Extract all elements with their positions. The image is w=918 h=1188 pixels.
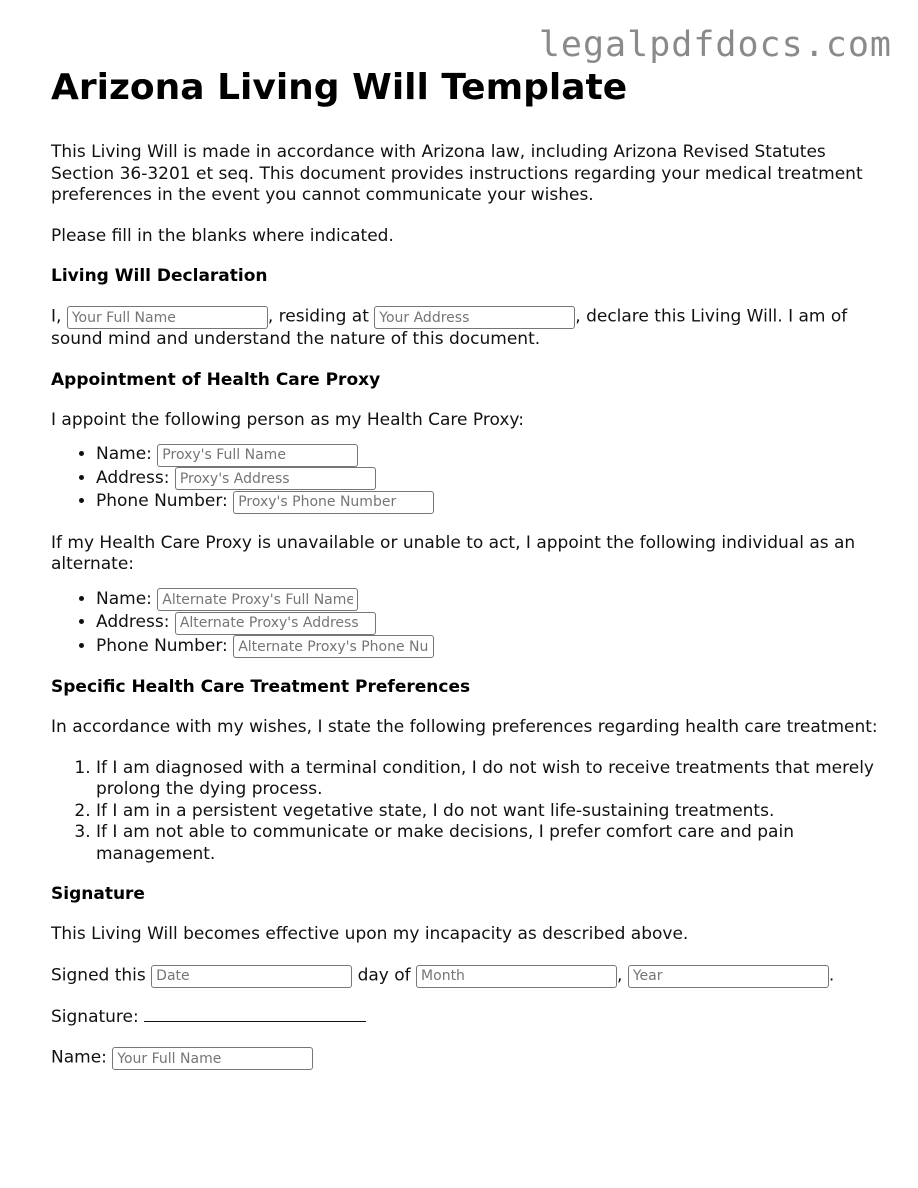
alternate-phone-item: [96, 635, 881, 659]
signer-name-row: [51, 1047, 881, 1070]
signature-line-row: [51, 1007, 881, 1029]
proxy-intro: I appoint the following person as my Health Care Proxy:: [51, 409, 524, 430]
proxy-address-label: Address:: [96, 467, 170, 488]
proxy-address-field[interactable]: [175, 467, 376, 490]
alternate-name-field[interactable]: [157, 588, 358, 611]
preference-item: 3. If I am not able to communicate or make decisions, I prefer comfort care and pain management.: [96, 822, 881, 865]
alternate-list: [51, 588, 881, 659]
proxy-phone-field[interactable]: [233, 491, 434, 514]
declaration-text-i: I,: [51, 306, 62, 327]
preferences-intro: In accordance with my wishes, I state the following preferences regarding health care treatment:: [51, 717, 878, 737]
day-of-label: day of: [357, 965, 411, 985]
alternate-address-field[interactable]: [175, 612, 376, 635]
signed-this-label: Signed this: [51, 965, 146, 985]
alternate-phone-label: Phone Number:: [96, 635, 228, 656]
date-period: .: [828, 965, 835, 985]
signed-month-field[interactable]: [416, 965, 617, 988]
alternate-address-label: Address:: [96, 612, 170, 632]
declaration-paragraph: [51, 306, 881, 351]
signature-line[interactable]: [144, 1007, 366, 1022]
page-title: Arizona Living Will Template: [51, 67, 628, 108]
effective-statement: This Living Will becomes effective upon my incapacity as described above.: [51, 924, 689, 944]
signer-name-label: Name:: [51, 1047, 107, 1068]
proxy-phone-item: [96, 490, 881, 514]
proxy-name-item: [96, 443, 881, 467]
alternate-phone-field[interactable]: [233, 635, 434, 658]
preference-item: 2. If I am in a persistent vegetative state, I do not want life-sustaining treatments.: [96, 801, 881, 823]
preference-item: 1. If I am diagnosed with a terminal condition, I do not wish to receive treatments that merely prolong the dying process.: [96, 758, 881, 801]
proxy-address-item: [96, 467, 881, 491]
alternate-name-label: Name:: [96, 588, 152, 609]
declaration-text-declare: , declare this Living Will. I am of sound mind and understand the nature of this document.: [51, 306, 848, 349]
declaration-heading: Living Will Declaration: [51, 266, 268, 286]
signature-heading: Signature: [51, 884, 145, 904]
preferences-list: [51, 758, 881, 866]
proxy-heading: Appointment of Health Care Proxy: [51, 369, 381, 390]
signature-label: Signature:: [51, 1006, 139, 1027]
signed-date-line: [51, 965, 881, 988]
declaration-text-residing: , residing at: [267, 306, 369, 327]
signer-name-field[interactable]: [112, 1047, 313, 1070]
preferences-heading: Specific Health Care Treatment Preferences: [51, 677, 471, 697]
declarant-name-field[interactable]: [67, 306, 268, 329]
alternate-name-item: [96, 588, 881, 612]
watermark: legalpdfdocs.com: [538, 25, 892, 65]
date-comma: ,: [617, 965, 623, 985]
instruction-paragraph: Please fill in the blanks where indicated.: [51, 225, 394, 246]
signed-year-field[interactable]: [628, 965, 829, 988]
alternate-address-item: [96, 611, 881, 635]
proxy-phone-label: Phone Number:: [96, 491, 228, 511]
declarant-address-field[interactable]: [374, 306, 575, 329]
proxy-name-label: Name:: [96, 444, 152, 464]
alternate-intro: If my Health Care Proxy is unavailable or unable to act, I appoint the following individual as an alternate:: [51, 532, 856, 574]
signed-date-field[interactable]: [151, 965, 352, 988]
proxy-name-field[interactable]: [157, 444, 358, 467]
intro-paragraph: This Living Will is made in accordance with Arizona law, including Arizona Revised Statutes Section 36-3201 et seq. This document provides instructions regarding your medical treatment preferences in the event you cannot communicate your wishes.: [51, 142, 863, 205]
document-body: [51, 66, 881, 1089]
proxy-list: [51, 443, 881, 514]
